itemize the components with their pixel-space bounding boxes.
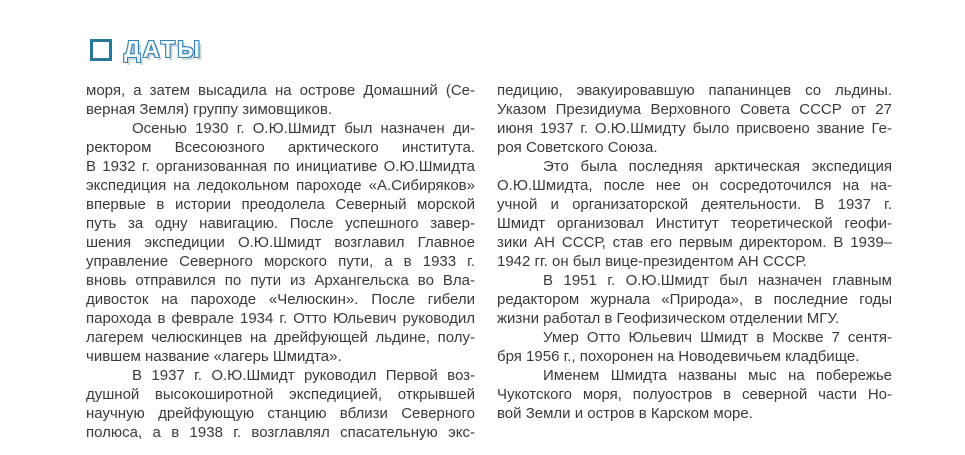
text-line: лагерем челюскинцев на дрейфующей льдине, полу- <box>86 329 475 346</box>
text-column-left <box>86 81 475 442</box>
section-header <box>90 36 202 63</box>
text-line: Осенью 1930 г. О.Ю.Шмидт был назначен ди- <box>132 120 475 137</box>
text-column-right <box>497 81 892 442</box>
text-line: душной высокоширотной экспедицией, открывшей <box>86 386 475 403</box>
text-line: 1942 гг. он был вице-президентом АН СССР. <box>497 253 807 270</box>
text-line: вой Земли и остров в Карском море. <box>497 405 753 422</box>
text-line: Шмидт организовал Институт теоретической геофи- <box>497 215 892 232</box>
text-line: научную дрейфующую станцию вблизи Северного <box>86 405 475 422</box>
text-line: жизни работал в Геофизическом отделении МГУ. <box>497 310 840 327</box>
text-line: редактором журнала «Природа», в последние годы <box>497 291 892 308</box>
text-line: учной и организаторской деятельности. В 1937 г. <box>497 196 892 213</box>
text-line: бря 1956 г., похоронен на Новодевичьем кладбище. <box>497 348 860 365</box>
square-bullet-icon <box>90 39 112 61</box>
text-line: дивосток на пароходе «Челюскин». После гибели <box>86 291 475 308</box>
text-line: зики АН СССР, став его первым директором. В 1939– <box>497 234 892 251</box>
text-line: ректором Всесоюзного арктического института. <box>86 139 475 156</box>
text-line: Именем Шмидта названы мыс на побережье <box>543 367 892 384</box>
text-line: июня 1937 г. О.Ю.Шмидту было присвоено звание Ге- <box>497 120 892 137</box>
text-line: В 1937 г. О.Ю.Шмидт руководил Первой воз- <box>132 367 475 384</box>
text-line: чившем название «лагерь Шмидта». <box>86 348 342 365</box>
section-title: ДАТЫ <box>124 36 203 62</box>
text-line: роя Советского Союза. <box>497 139 658 156</box>
text-line: Умер Отто Юльевич Шмидт в Москве 7 сентя- <box>543 329 892 346</box>
text-line: Это была последняя арктическая экспедиция <box>543 158 892 175</box>
text-line: вновь отправился по пути из Архангельска во Вла- <box>86 272 475 289</box>
text-line: верная Земля) группу зимовщиков. <box>86 101 333 118</box>
text-line: моря, а затем высадила на острове Домашний (Се- <box>86 82 475 99</box>
text-line: полюса, а в 1938 г. возглавлял спасательную экс- <box>86 424 475 441</box>
text-line: впервые в истории преодолела Северный морской <box>86 196 475 213</box>
text-line: Указом Президиума Верховного Совета СССР от 27 <box>497 101 892 118</box>
article-body <box>86 81 892 442</box>
text-line: педицию, эвакуировавшую папанинцев со льдины. <box>497 82 892 99</box>
text-line: В 1932 г. организованная по инициативе О.Ю.Шмидта <box>86 158 475 175</box>
text-line: О.Ю.Шмидта, после нее он сосредоточился на на- <box>497 177 892 194</box>
text-line: В 1951 г. О.Ю.Шмидт был назначен главным <box>543 272 892 289</box>
text-line: Чукотского моря, полуостров в северной части Но- <box>497 386 892 403</box>
text-line: путь за одну навигацию. После успешного завер- <box>86 215 475 232</box>
text-line: экспедиция на ледокольном пароходе «А.Сибиряков» <box>86 177 475 194</box>
text-line: управление Северного морского пути, а в 1933 г. <box>86 253 475 270</box>
text-line: парохода в феврале 1934 г. Отто Юльевич руководил <box>86 310 475 327</box>
text-line: шения экспедиции О.Ю.Шмидт возглавил Главное <box>86 234 475 251</box>
